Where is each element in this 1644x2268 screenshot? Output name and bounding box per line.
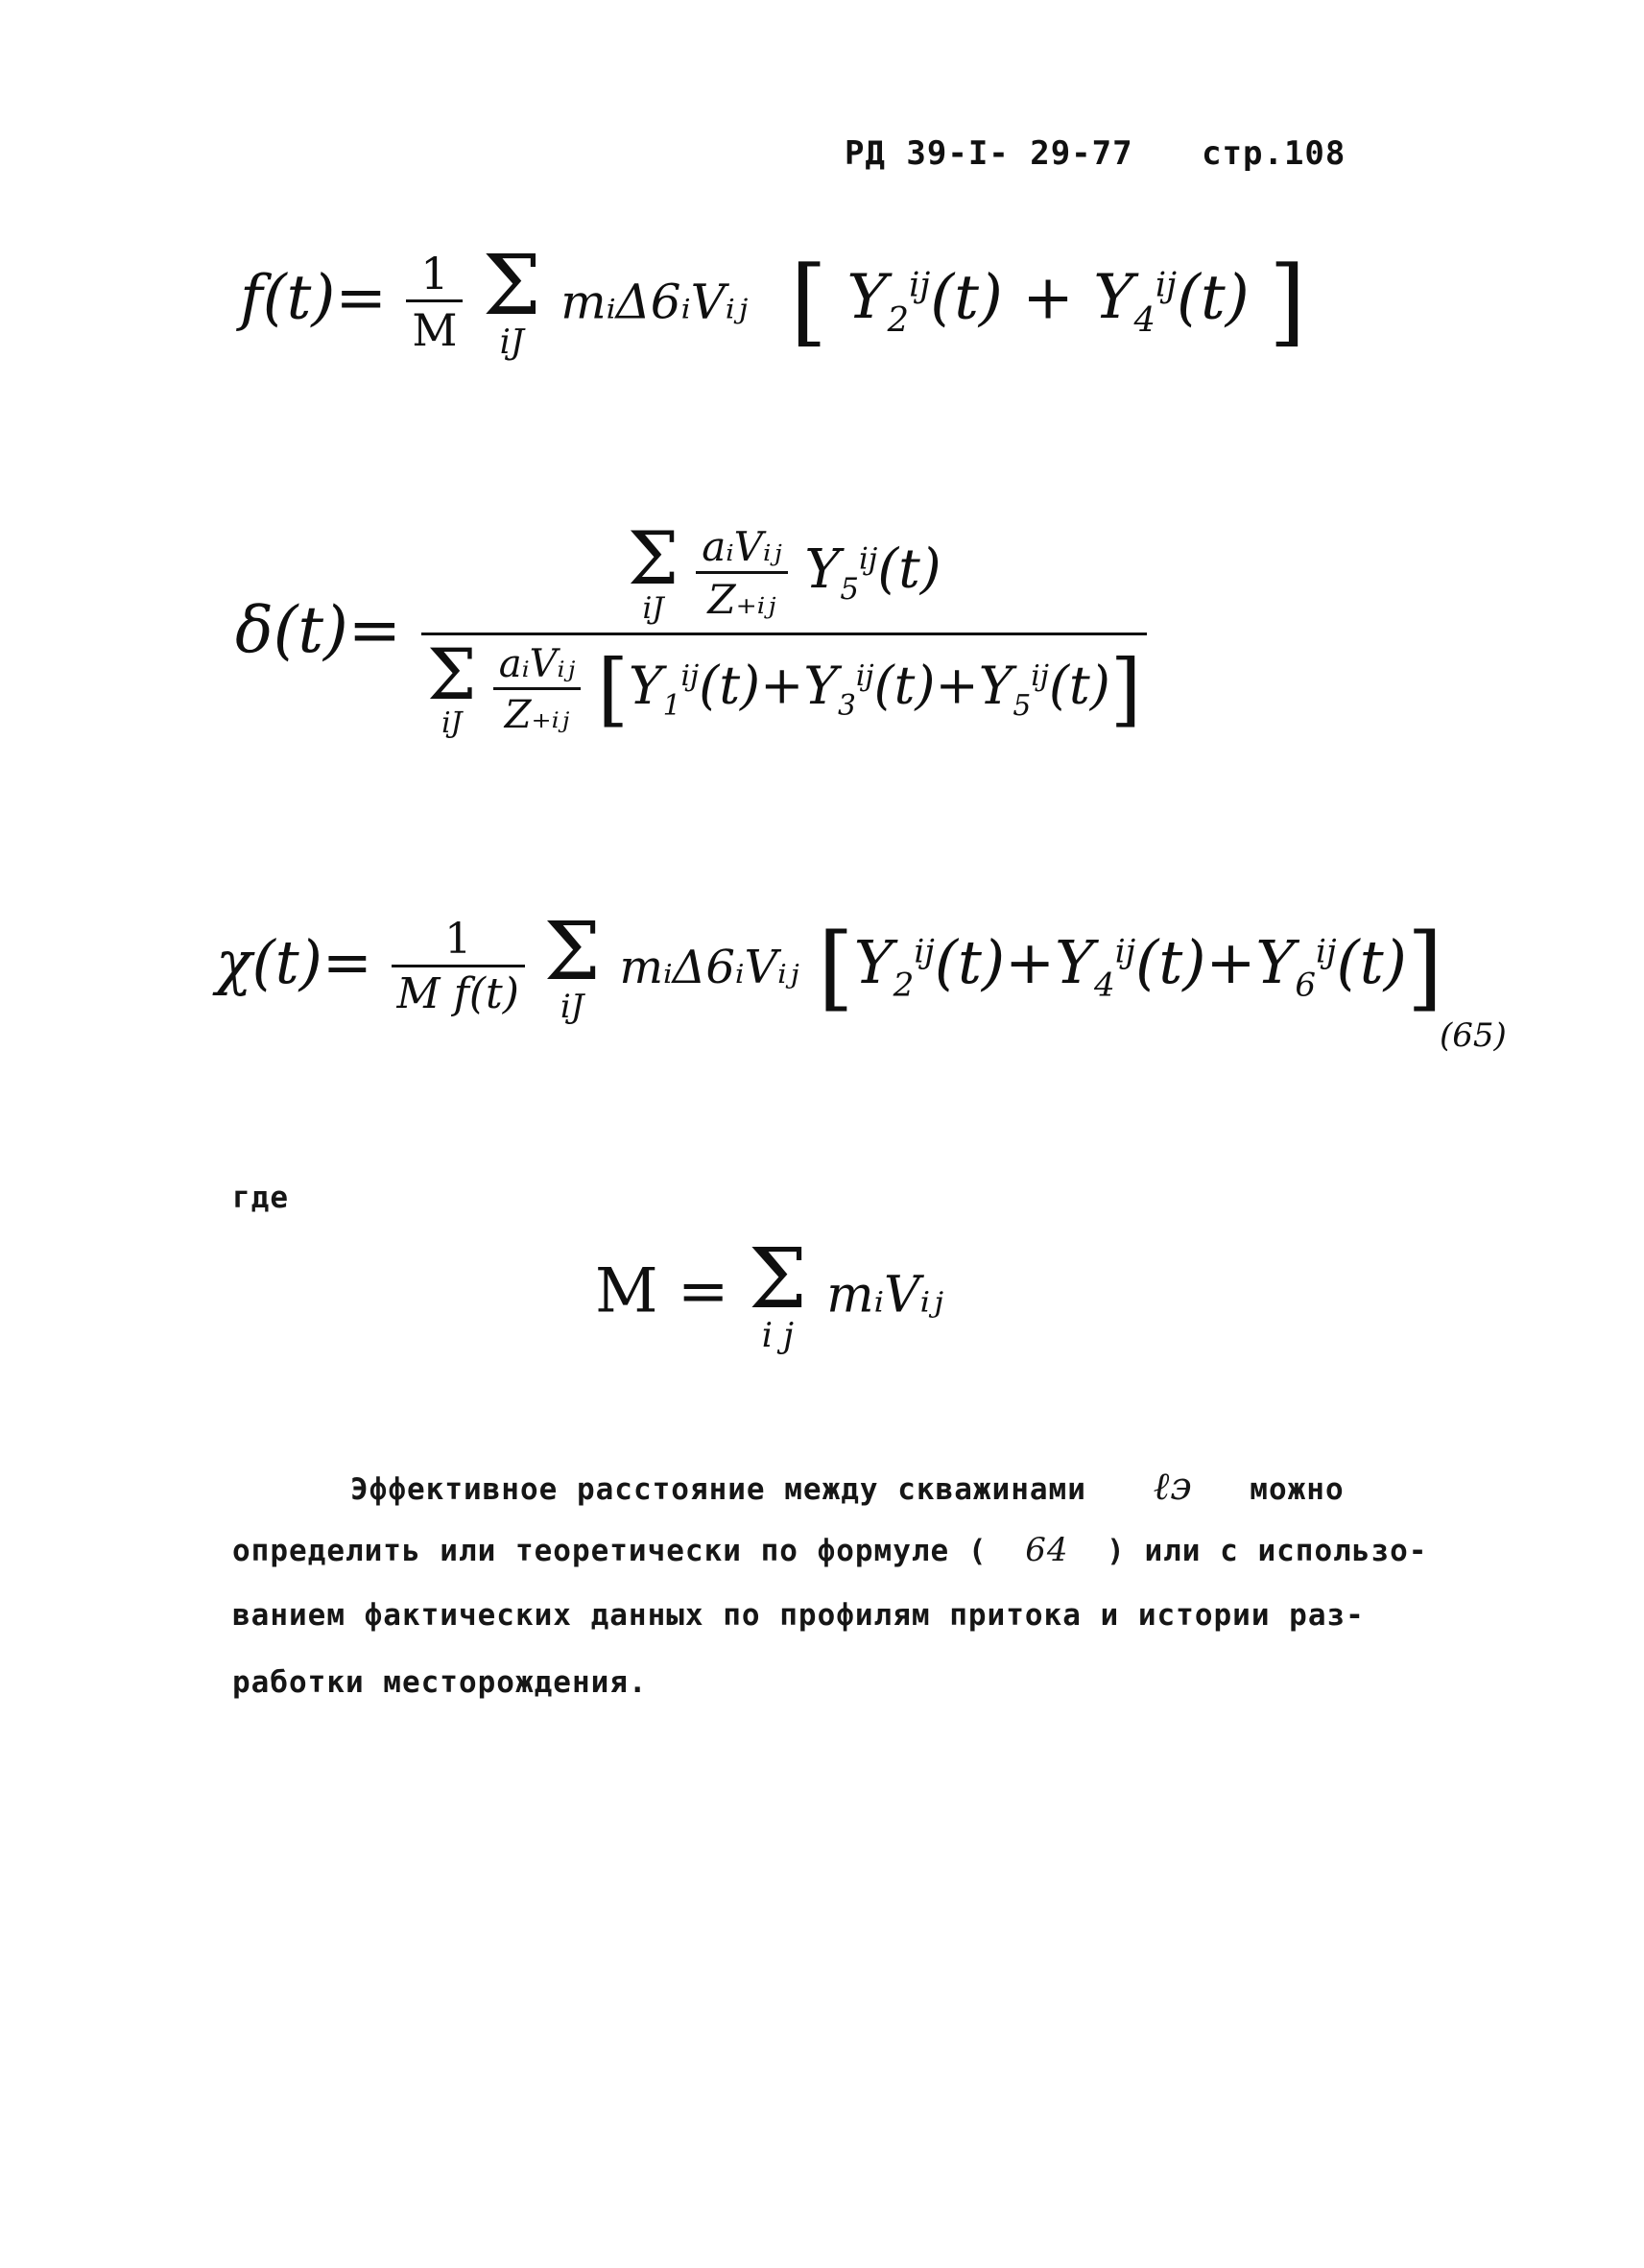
equation-number: (65)	[1440, 1016, 1507, 1055]
eq-delta-lhs: δ(t)=	[235, 593, 402, 667]
eq-delta-denominator: Σ iJ $\frac{\text{aᵢVᵢⱼ}}{\text{Z₊ᵢⱼ}}$ $[Y_1^{ij}(t)+Y_3^{ij}(t)+Y_5^{ij}(t)]$	[427, 634, 1142, 741]
eq-delta-numerator: Σ iJ $\frac{\text{aᵢVᵢⱼ}}{\text{Z₊ᵢⱼ}}$ $Y_5^{ij}(t)$	[421, 523, 1147, 635]
eq-f-frac-den: M	[412, 304, 458, 357]
where-label: где	[232, 1181, 289, 1215]
eq-chi-sum: Σ iJ	[543, 904, 601, 1026]
eq-m-lhs: M =	[595, 1255, 729, 1327]
eq-f-sum-index: iJ	[499, 322, 524, 363]
paragraph-line-3: ванием фактических данных по профилям притока и истории раз-	[232, 1598, 1365, 1633]
eq-f-fraction	[406, 248, 463, 357]
eq-chi-lhs: χ(t)=	[216, 927, 372, 998]
formula-reference: 64	[1025, 1531, 1069, 1569]
eq-chi-term: mᵢΔ6ᵢVᵢⱼ	[619, 941, 799, 995]
paragraph-line-4: работки месторождения.	[232, 1665, 648, 1700]
page-header	[845, 134, 1394, 173]
equation-chi: χ(t)= $\frac{1}{\text{M f(t)}}$ Σ iJ mᵢΔ6ᵢVᵢⱼ $[Y_2^{ij}(t)+Y_4^{ij}(t)+Y_6^{ij}(t)]$	[216, 904, 1443, 1026]
paragraph-line-1: Эффективное расстояние между скважинами ℓэ можно	[350, 1465, 1345, 1509]
eq-f-term: mᵢΔ6ᵢVᵢⱼ	[560, 274, 749, 330]
doc-code: РД 39-I- 29-77	[845, 134, 1133, 173]
eq-f-y2: Y	[846, 262, 888, 334]
eq-m-term: mᵢVᵢⱼ	[826, 1266, 943, 1325]
effective-distance-symbol: ℓэ	[1153, 1465, 1193, 1509]
equation-f: f(t)= $\frac{1}{M}$ Σ iJ mᵢΔ6ᵢVᵢⱼ [ $Y_2^{ij}(t) + Y_4^{ij}(t)$ ]	[240, 238, 1306, 363]
paragraph-line-2: определить или теоретически по формуле ( 64 ) или с использо-	[232, 1531, 1428, 1569]
eq-m-sum: Σ i j	[748, 1231, 807, 1356]
eq-f-frac-num: 1	[406, 251, 463, 302]
eq-delta-fraction	[421, 516, 1147, 741]
equation-delta	[235, 516, 1147, 741]
eq-f-y4: Y	[1093, 262, 1134, 334]
page-number: стр.108	[1202, 134, 1346, 173]
eq-f-lhs: f(t)=	[240, 262, 387, 334]
equation-m	[595, 1231, 943, 1356]
eq-chi-fraction: $\frac{1}{\text{M f(t)}}$	[392, 919, 525, 1015]
eq-f-sum: Σ iJ	[482, 238, 541, 363]
